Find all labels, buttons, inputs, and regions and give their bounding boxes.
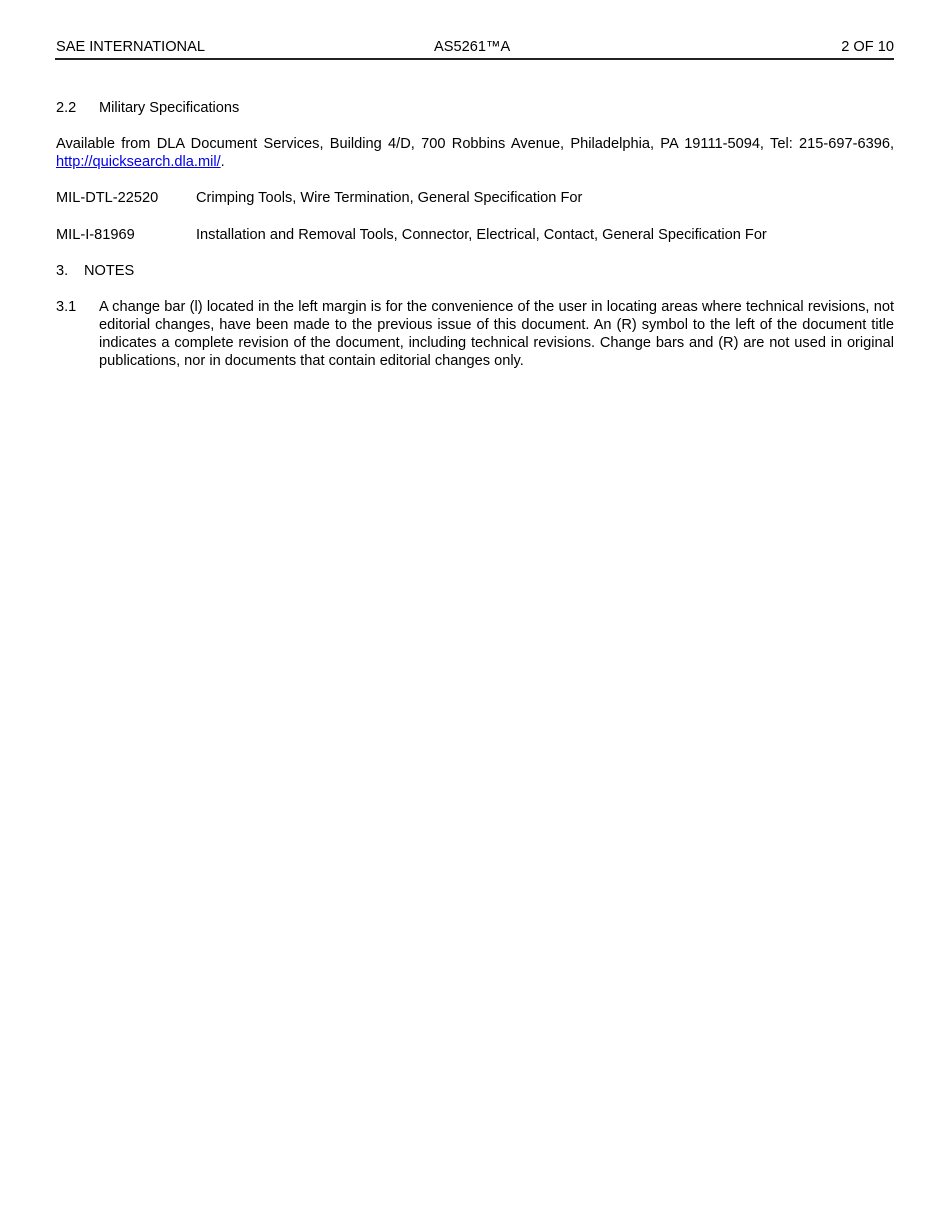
header-rule [55, 58, 894, 60]
spec-id: MIL-I-81969 [56, 227, 135, 243]
availability-text: Available from DLA Document Services, Building 4/D, 700 Robbins Avenue, Philadelphia, PA 19111-5094, Tel: 215-697-6396, [56, 136, 894, 152]
section-number: 3.1 [56, 299, 77, 315]
section-number: 2.2 [56, 100, 77, 116]
section-number: 3. [56, 263, 69, 279]
header-document-number: AS5261™A [434, 39, 511, 55]
availability-paragraph [56, 135, 894, 171]
section-title: NOTES [84, 263, 135, 279]
link-suffix: . [220, 154, 225, 170]
spec-title: Installation and Removal Tools, Connector, Electrical, Contact, General Specification For [196, 227, 767, 243]
change-bar-note: A change bar (l) located in the left margin is for the convenience of the user in locating areas where technical revisions, not editorial changes, have been made to the previous issue of this document. An (R) symbol to the left of the document title indicates a complete revision of the document, including technical revisions. Change bars and (R) are not used in original publications, nor in documents that contain editorial changes only. [99, 299, 894, 369]
header-page-number: 2 OF 10 [841, 39, 894, 55]
section-title: Military Specifications [99, 100, 240, 116]
header-organization: SAE INTERNATIONAL [56, 39, 205, 55]
dla-quicksearch-link[interactable]: http://quicksearch.dla.mil/ [56, 154, 221, 170]
spec-id: MIL-DTL-22520 [56, 190, 159, 206]
spec-title: Crimping Tools, Wire Termination, General Specification For [196, 190, 583, 206]
